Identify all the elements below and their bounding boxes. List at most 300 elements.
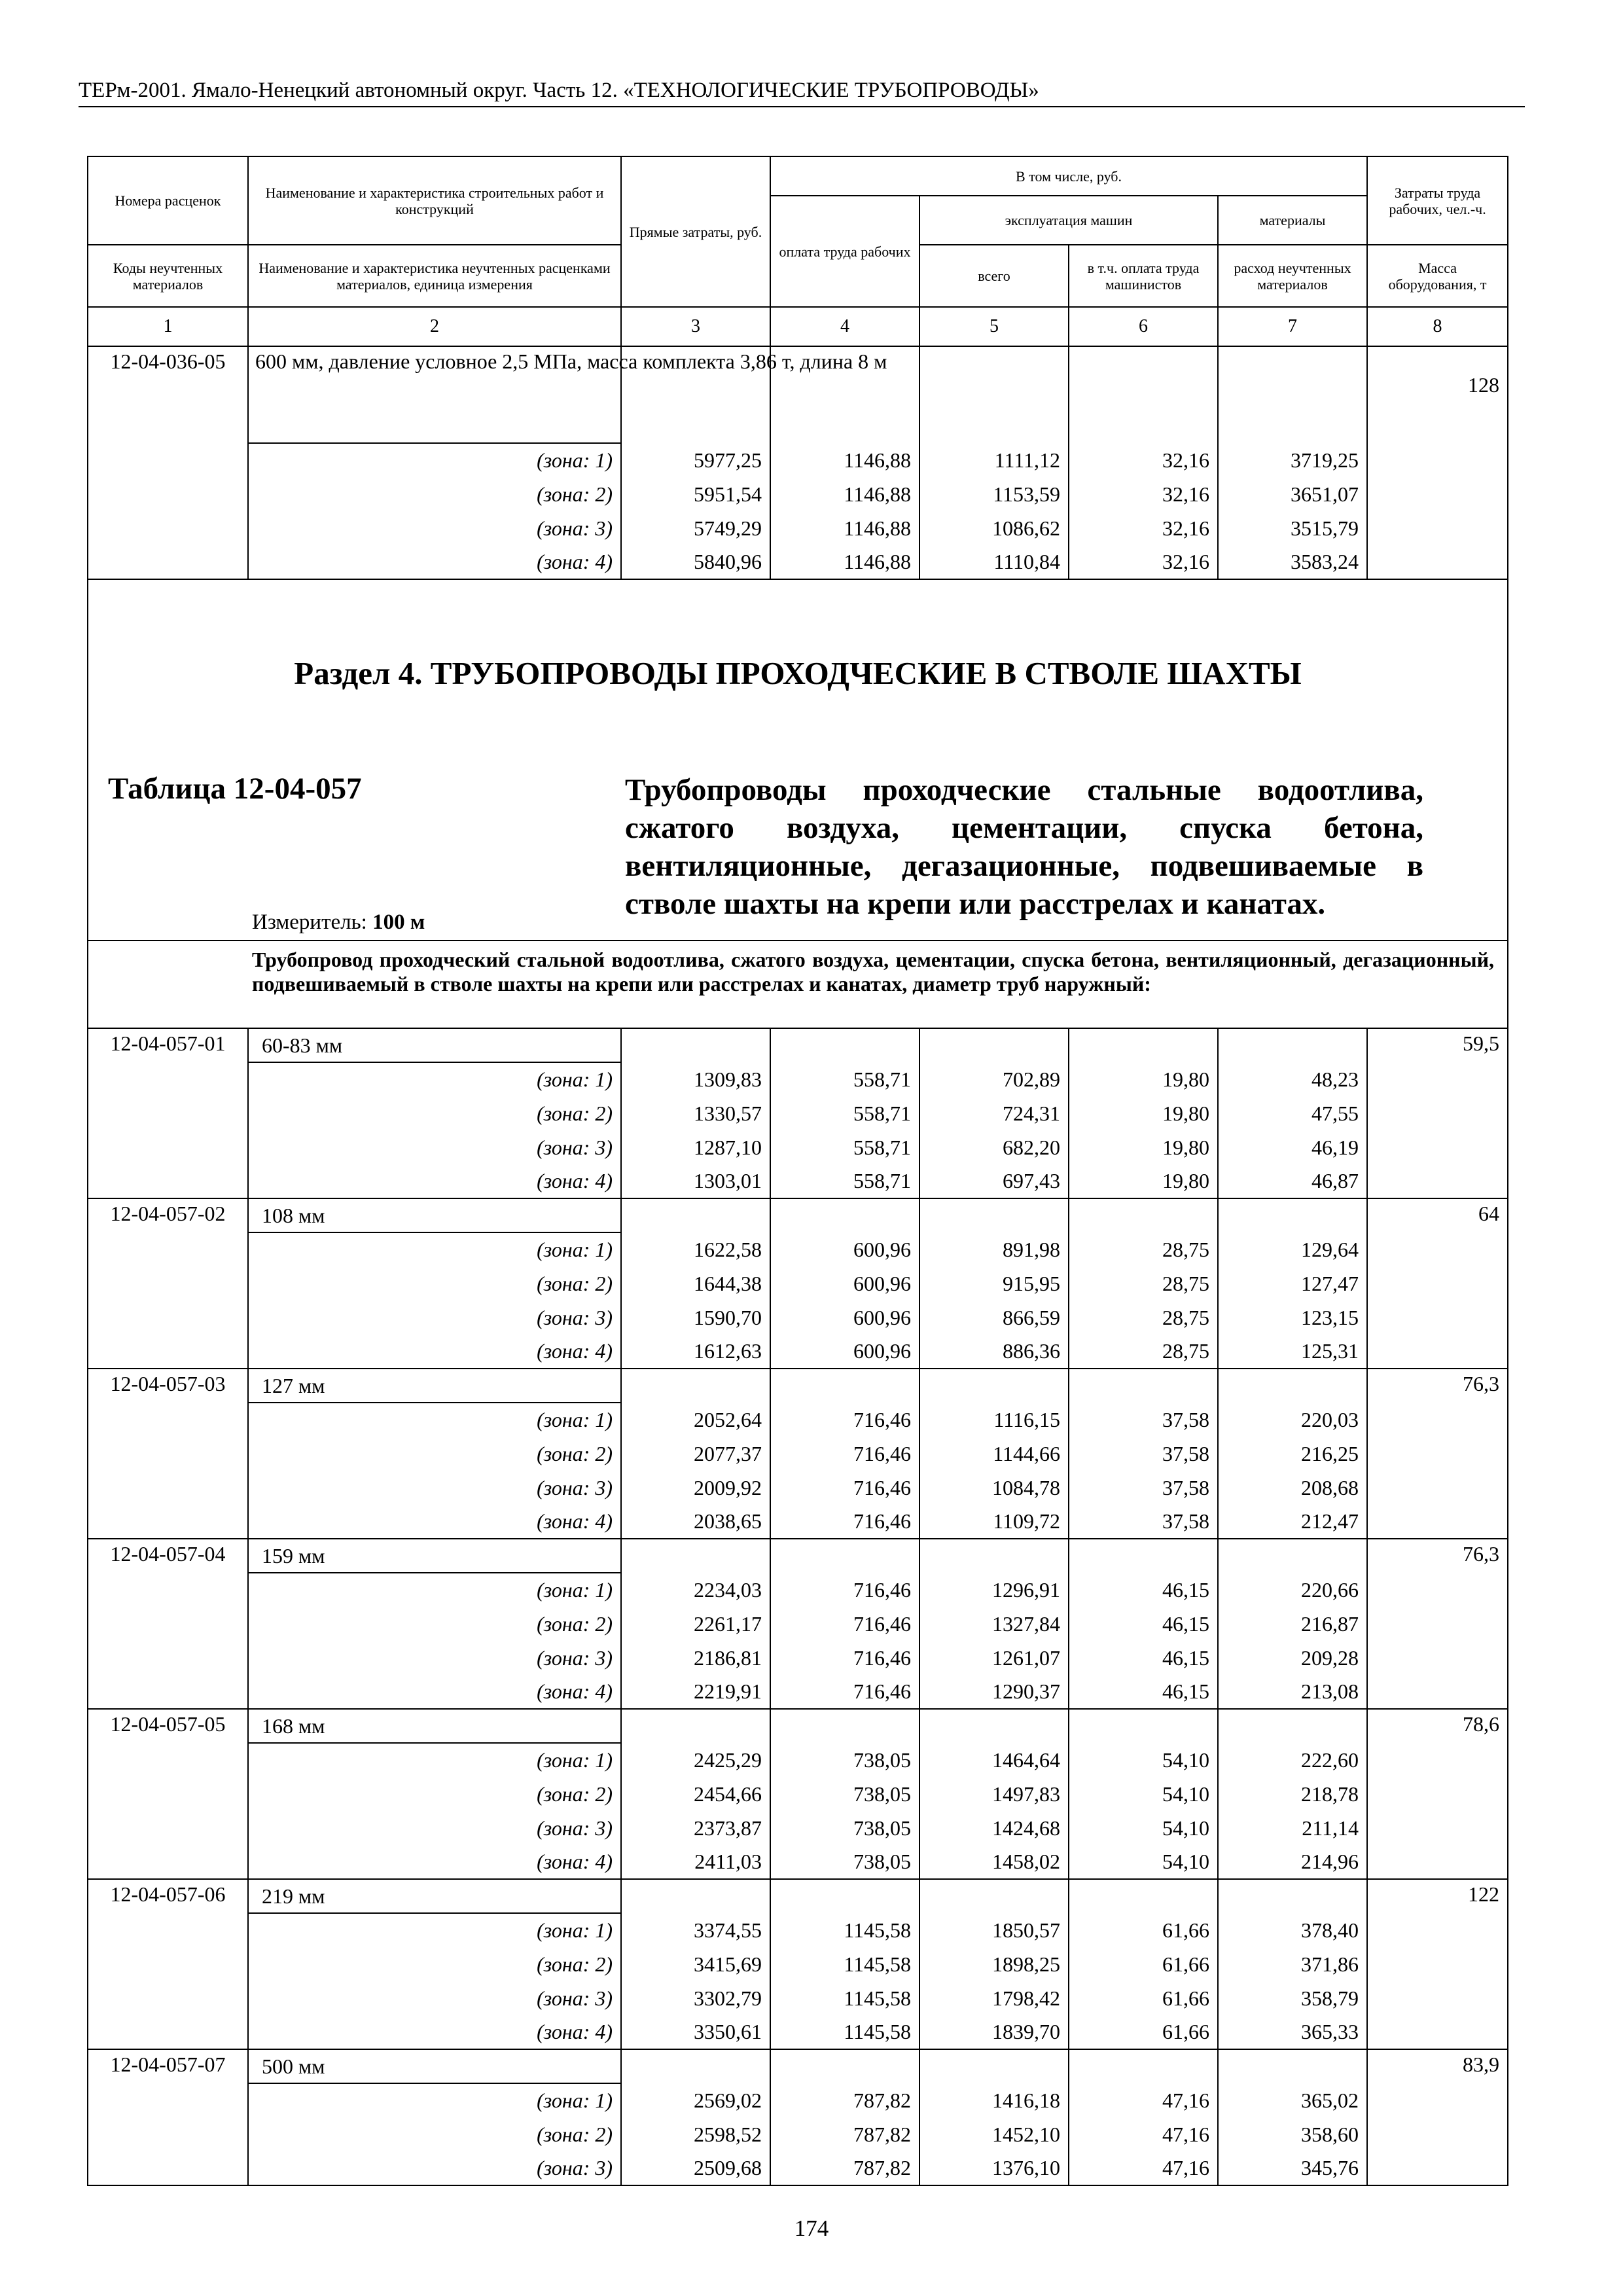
machine-cost: 1497,83 (919, 1777, 1069, 1811)
worker-wage: 1146,88 (770, 443, 919, 477)
machinist-wage: 19,80 (1069, 1164, 1218, 1198)
zone-label: (зона: 1) (248, 1573, 621, 1607)
direct-cost: 5977,25 (621, 443, 770, 477)
worker-wage: 1145,58 (770, 1913, 919, 1947)
col-number: 2 (248, 307, 621, 346)
empty-cell (621, 1539, 770, 1573)
head-col3: Прямые затраты, руб. (621, 156, 770, 307)
zone-row (88, 2015, 1508, 2049)
worker-wage: 600,96 (770, 1232, 919, 1266)
worker-wage: 716,46 (770, 1641, 919, 1675)
material-cost: 216,25 (1218, 1437, 1367, 1471)
rate-description: 60-83 мм (248, 1028, 621, 1062)
zone-label: (зона: 3) (248, 1811, 621, 1845)
table-row (88, 346, 1508, 443)
direct-cost: 5951,54 (621, 477, 770, 511)
direct-cost: 1303,01 (621, 1164, 770, 1198)
machinist-wage: 37,58 (1069, 1403, 1218, 1437)
machinist-wage: 19,80 (1069, 1062, 1218, 1096)
col-number: 8 (1367, 307, 1508, 346)
head-col6: в т.ч. оплата труда машинистов (1069, 245, 1218, 307)
empty-cell (1069, 1028, 1218, 1062)
empty-cell (1218, 1369, 1367, 1403)
material-cost: 3583,24 (1218, 545, 1367, 579)
material-cost: 220,66 (1218, 1573, 1367, 1607)
zone-label: (зона: 3) (248, 1130, 621, 1164)
worker-wage: 1146,88 (770, 477, 919, 511)
col-number: 4 (770, 307, 919, 346)
zone-label: (зона: 3) (248, 1641, 621, 1675)
head-materials: материалы (1218, 196, 1367, 245)
machine-cost: 1153,59 (919, 477, 1069, 511)
machine-cost: 1144,66 (919, 1437, 1069, 1471)
zone-row (88, 1403, 1508, 1437)
col-number: 1 (88, 307, 248, 346)
head-machines: эксплуатация машин (919, 196, 1218, 245)
machinist-wage: 32,16 (1069, 477, 1218, 511)
group-row (88, 941, 1508, 1028)
col-number: 6 (1069, 307, 1218, 346)
machine-cost: 724,31 (919, 1096, 1069, 1130)
zone-row (88, 1096, 1508, 1130)
rate-code: 12-04-057-01 (88, 1028, 248, 1198)
zone-label: (зона: 2) (248, 1947, 621, 1981)
machinist-wage: 32,16 (1069, 545, 1218, 579)
direct-cost: 2052,64 (621, 1403, 770, 1437)
table-description: Трубопроводы проходческие стальные водоотлива, сжатого воздуха, цементации, спуска бетона, вентиляционные, дегазационные, подвешиваемые в стволе шахты на крепи или расстрелах и канатах. (625, 773, 1423, 921)
worker-wage: 738,05 (770, 1743, 919, 1777)
worker-wage: 558,71 (770, 1062, 919, 1096)
empty-cell (1218, 1198, 1367, 1232)
zone-row (88, 1437, 1508, 1471)
direct-cost: 2454,66 (621, 1777, 770, 1811)
table-row (88, 1198, 1508, 1232)
rate-code: 12-04-057-06 (88, 1879, 248, 2049)
section-block (88, 579, 1508, 941)
section-row (88, 579, 1508, 941)
zone-label: (зона: 4) (248, 1335, 621, 1369)
machinist-wage: 28,75 (1069, 1300, 1218, 1335)
machinist-wage: 32,16 (1069, 511, 1218, 545)
empty-cell (770, 1709, 919, 1743)
machine-cost: 1116,15 (919, 1403, 1069, 1437)
worker-wage: 716,46 (770, 1403, 919, 1437)
empty-cell (1069, 1539, 1218, 1573)
material-cost: 123,15 (1218, 1300, 1367, 1335)
empty-cell (1218, 2049, 1367, 2083)
page-number: 174 (794, 2215, 829, 2241)
material-cost: 220,03 (1218, 1403, 1367, 1437)
worker-wage: 1145,58 (770, 1981, 919, 2015)
material-cost: 345,76 (1218, 2151, 1367, 2185)
zone-label: (зона: 4) (248, 2015, 621, 2049)
machine-cost: 1898,25 (919, 1947, 1069, 1981)
zone-row (88, 2117, 1508, 2151)
table-row (88, 1369, 1508, 1403)
zone-row (88, 1641, 1508, 1675)
zone-label: (зона: 4) (248, 1845, 621, 1879)
zone-label: (зона: 1) (248, 443, 621, 477)
group-description: Трубопровод проходческий стальной водоотлива, сжатого воздуха, цементации, спуска бетона, вентиляционный, дегазационный, подвешиваемый в стволе шахты на крепи или расстрелах и канатах, диаметр труб наружный: (88, 941, 1508, 1028)
machine-cost: 915,95 (919, 1266, 1069, 1300)
material-cost: 3515,79 (1218, 511, 1367, 545)
machine-cost: 1084,78 (919, 1471, 1069, 1505)
direct-cost: 2219,91 (621, 1675, 770, 1709)
zone-label: (зона: 4) (248, 1675, 621, 1709)
zone-row (88, 2083, 1508, 2117)
worker-wage: 600,96 (770, 1300, 919, 1335)
rate-code: 12-04-057-07 (88, 2049, 248, 2185)
empty-cell (770, 1879, 919, 1913)
direct-cost: 2411,03 (621, 1845, 770, 1879)
empty-cell (919, 1879, 1069, 1913)
zone-row (88, 1130, 1508, 1164)
head-col7: расход неучтенных материалов (1218, 245, 1367, 307)
machine-cost: 1290,37 (919, 1675, 1069, 1709)
worker-wage: 716,46 (770, 1437, 919, 1471)
empty-cell (919, 1198, 1069, 1232)
worker-wage: 787,82 (770, 2083, 919, 2117)
zone-row (88, 1947, 1508, 1981)
machine-cost: 1261,07 (919, 1641, 1069, 1675)
zone-label: (зона: 4) (248, 1164, 621, 1198)
empty-cell (1069, 1198, 1218, 1232)
direct-cost: 3350,61 (621, 2015, 770, 2049)
worker-wage: 716,46 (770, 1607, 919, 1641)
worker-wage: 787,82 (770, 2151, 919, 2185)
zone-label: (зона: 3) (248, 511, 621, 545)
material-cost: 127,47 (1218, 1266, 1367, 1300)
labor-cost: 128 (1367, 346, 1508, 579)
table-row (88, 1539, 1508, 1573)
direct-cost: 2509,68 (621, 2151, 770, 2185)
empty-cell (1218, 1709, 1367, 1743)
head-col2-bottom: Наименование и характеристика неучтенных расценками материалов, единица измерения (248, 245, 621, 307)
machinist-wage: 47,16 (1069, 2151, 1218, 2185)
zone-row (88, 1471, 1508, 1505)
worker-wage: 600,96 (770, 1335, 919, 1369)
zone-row (88, 1675, 1508, 1709)
zone-label: (зона: 1) (248, 1062, 621, 1096)
material-cost: 47,55 (1218, 1096, 1367, 1130)
zone-row (88, 443, 1508, 477)
machinist-wage: 37,58 (1069, 1471, 1218, 1505)
material-cost: 365,33 (1218, 2015, 1367, 2049)
zone-label: (зона: 2) (248, 1437, 621, 1471)
direct-cost: 1622,58 (621, 1232, 770, 1266)
machine-cost: 1327,84 (919, 1607, 1069, 1641)
zone-label: (зона: 4) (248, 1505, 621, 1539)
machine-cost: 1110,84 (919, 545, 1069, 579)
rate-description: 108 мм (248, 1198, 621, 1232)
zone-label: (зона: 1) (248, 1403, 621, 1437)
machinist-wage: 61,66 (1069, 1947, 1218, 1981)
labor-cost: 122 (1367, 1879, 1508, 2049)
machinist-wage: 37,58 (1069, 1505, 1218, 1539)
machine-cost: 1850,57 (919, 1913, 1069, 1947)
material-cost: 213,08 (1218, 1675, 1367, 1709)
worker-wage: 738,05 (770, 1845, 919, 1879)
rate-description: 168 мм (248, 1709, 621, 1743)
zone-row (88, 1913, 1508, 1947)
empty-cell (1218, 1028, 1367, 1062)
direct-cost: 2598,52 (621, 2117, 770, 2151)
material-cost: 378,40 (1218, 1913, 1367, 1947)
machine-cost: 1424,68 (919, 1811, 1069, 1845)
material-cost: 216,87 (1218, 1607, 1367, 1641)
measure-label: Измеритель: (252, 910, 367, 934)
material-cost: 211,14 (1218, 1811, 1367, 1845)
rate-code: 12-04-057-05 (88, 1709, 248, 1879)
empty-cell (770, 1539, 919, 1573)
machinist-wage: 19,80 (1069, 1130, 1218, 1164)
zone-label: (зона: 2) (248, 1266, 621, 1300)
direct-cost: 3415,69 (621, 1947, 770, 1981)
zone-label: (зона: 2) (248, 1777, 621, 1811)
empty-cell (770, 1198, 919, 1232)
zone-label: (зона: 2) (248, 2117, 621, 2151)
zone-row (88, 477, 1508, 511)
head-col1-top: Номера расценок (88, 156, 248, 245)
rate-description: 500 мм (248, 2049, 621, 2083)
machine-cost: 1296,91 (919, 1573, 1069, 1607)
machine-cost: 866,59 (919, 1300, 1069, 1335)
material-cost: 358,79 (1218, 1981, 1367, 2015)
material-cost: 214,96 (1218, 1845, 1367, 1879)
direct-cost: 5840,96 (621, 545, 770, 579)
measure-unit (252, 910, 425, 935)
empty-cell (919, 1369, 1069, 1403)
material-cost: 3719,25 (1218, 443, 1367, 477)
zone-label: (зона: 1) (248, 1913, 621, 1947)
zone-label: (зона: 3) (248, 1981, 621, 2015)
zone-label: (зона: 1) (248, 2083, 621, 2117)
zone-row (88, 1232, 1508, 1266)
material-cost: 212,47 (1218, 1505, 1367, 1539)
machinist-wage: 47,16 (1069, 2117, 1218, 2151)
empty-cell (1069, 1369, 1218, 1403)
machine-cost: 891,98 (919, 1232, 1069, 1266)
zone-row (88, 1607, 1508, 1641)
empty-cell (919, 346, 1069, 443)
worker-wage: 1146,88 (770, 545, 919, 579)
material-cost: 46,19 (1218, 1130, 1367, 1164)
table-row (88, 1709, 1508, 1743)
zone-label: (зона: 1) (248, 1743, 621, 1777)
labor-cost: 76,3 (1367, 1369, 1508, 1539)
direct-cost: 2261,17 (621, 1607, 770, 1641)
zone-row (88, 1164, 1508, 1198)
empty-cell (770, 1028, 919, 1062)
empty-cell (919, 1709, 1069, 1743)
empty-cell (1218, 346, 1367, 443)
material-cost: 209,28 (1218, 1641, 1367, 1675)
rate-code: 12-04-036-05 (88, 346, 248, 579)
empty-cell (1069, 2049, 1218, 2083)
empty-cell (1069, 1709, 1218, 1743)
empty-cell (919, 1028, 1069, 1062)
worker-wage: 716,46 (770, 1471, 919, 1505)
direct-cost: 1590,70 (621, 1300, 770, 1335)
zone-row (88, 1777, 1508, 1811)
zone-label: (зона: 1) (248, 1232, 621, 1266)
zone-row (88, 2151, 1508, 2185)
page-header: ТЕРм-2001. Ямало-Ненецкий автономный округ. Часть 12. «ТЕХНОЛОГИЧЕСКИЕ ТРУБОПРОВОДЫ» (79, 77, 1525, 107)
labor-cost: 78,6 (1367, 1709, 1508, 1879)
zone-row (88, 1335, 1508, 1369)
machinist-wage: 46,15 (1069, 1641, 1218, 1675)
direct-cost: 1287,10 (621, 1130, 770, 1164)
head-col2-top: Наименование и характеристика строительных работ и конструкций (248, 156, 621, 245)
head-col5: всего (919, 245, 1069, 307)
zone-row (88, 1300, 1508, 1335)
worker-wage: 558,71 (770, 1164, 919, 1198)
zone-row (88, 1062, 1508, 1096)
material-cost: 218,78 (1218, 1777, 1367, 1811)
empty-cell (1218, 1879, 1367, 1913)
worker-wage: 716,46 (770, 1573, 919, 1607)
machine-cost: 697,43 (919, 1164, 1069, 1198)
material-cost: 222,60 (1218, 1743, 1367, 1777)
machinist-wage: 28,75 (1069, 1232, 1218, 1266)
machine-cost: 1086,62 (919, 511, 1069, 545)
direct-cost: 1309,83 (621, 1062, 770, 1096)
labor-cost: 83,9 (1367, 2049, 1508, 2185)
material-cost: 208,68 (1218, 1471, 1367, 1505)
machinist-wage: 28,75 (1069, 1266, 1218, 1300)
machinist-wage: 46,15 (1069, 1607, 1218, 1641)
machinist-wage: 61,66 (1069, 1981, 1218, 2015)
rate-description: 219 мм (248, 1879, 621, 1913)
machinist-wage: 54,10 (1069, 1743, 1218, 1777)
direct-cost: 1644,38 (621, 1266, 770, 1300)
machinist-wage: 61,66 (1069, 2015, 1218, 2049)
head-col8-bottom: Масса оборудования, т (1367, 245, 1508, 307)
labor-cost: 64 (1367, 1198, 1508, 1369)
empty-cell (621, 1369, 770, 1403)
direct-cost: 2009,92 (621, 1471, 770, 1505)
zone-label: (зона: 3) (248, 2151, 621, 2185)
machine-cost: 1464,64 (919, 1743, 1069, 1777)
machinist-wage: 46,15 (1069, 1573, 1218, 1607)
head-col4: оплата труда рабочих (770, 196, 919, 307)
machine-cost: 682,20 (919, 1130, 1069, 1164)
empty-cell (1069, 1879, 1218, 1913)
material-cost: 3651,07 (1218, 477, 1367, 511)
rate-description: 600 мм, давление условное 2,5 МПа, масса комплекта 3,86 т, длина 8 м (248, 346, 621, 443)
machine-cost: 886,36 (919, 1335, 1069, 1369)
material-cost: 129,64 (1218, 1232, 1367, 1266)
worker-wage: 1145,58 (770, 2015, 919, 2049)
worker-wage: 600,96 (770, 1266, 919, 1300)
machine-cost: 1458,02 (919, 1845, 1069, 1879)
worker-wage: 1146,88 (770, 511, 919, 545)
empty-cell (1218, 1539, 1367, 1573)
empty-cell (621, 1709, 770, 1743)
machinist-wage: 54,10 (1069, 1777, 1218, 1811)
machine-cost: 1111,12 (919, 443, 1069, 477)
worker-wage: 716,46 (770, 1675, 919, 1709)
machinist-wage: 54,10 (1069, 1845, 1218, 1879)
machine-cost: 1416,18 (919, 2083, 1069, 2117)
direct-cost: 1612,63 (621, 1335, 770, 1369)
table-row (88, 1028, 1508, 1062)
machinist-wage: 32,16 (1069, 443, 1218, 477)
empty-cell (919, 2049, 1069, 2083)
material-cost: 48,23 (1218, 1062, 1367, 1096)
machinist-wage: 28,75 (1069, 1335, 1218, 1369)
head-col8-top: Затраты труда рабочих, чел.-ч. (1367, 156, 1508, 245)
empty-cell (621, 1198, 770, 1232)
machine-cost: 1798,42 (919, 1981, 1069, 2015)
zone-row (88, 1743, 1508, 1777)
zone-label: (зона: 3) (248, 1300, 621, 1335)
material-cost: 358,60 (1218, 2117, 1367, 2151)
head-incl: В том числе, руб. (770, 156, 1367, 196)
worker-wage: 558,71 (770, 1130, 919, 1164)
table-label: Таблица 12-04-057 (108, 772, 362, 806)
zone-row (88, 1845, 1508, 1879)
rate-code: 12-04-057-04 (88, 1539, 248, 1709)
zone-row (88, 545, 1508, 579)
machinist-wage: 54,10 (1069, 1811, 1218, 1845)
worker-wage: 738,05 (770, 1777, 919, 1811)
machinist-wage: 19,80 (1069, 1096, 1218, 1130)
direct-cost: 2038,65 (621, 1505, 770, 1539)
direct-cost: 2425,29 (621, 1743, 770, 1777)
section-title: Раздел 4. ТРУБОПРОВОДЫ ПРОХОДЧЕСКИЕ В СТВОЛЕ ШАХТЫ (294, 655, 1302, 691)
worker-wage: 787,82 (770, 2117, 919, 2151)
empty-cell (621, 1028, 770, 1062)
direct-cost: 5749,29 (621, 511, 770, 545)
head-col1-bottom: Коды неучтенных материалов (88, 245, 248, 307)
labor-cost: 76,3 (1367, 1539, 1508, 1709)
measure-value: 100 м (372, 910, 425, 934)
empty-cell (1069, 346, 1218, 443)
empty-cell (621, 1879, 770, 1913)
zone-label: (зона: 4) (248, 545, 621, 579)
labor-cost: 59,5 (1367, 1028, 1508, 1198)
zone-label: (зона: 3) (248, 1471, 621, 1505)
direct-cost: 3374,55 (621, 1913, 770, 1947)
material-cost: 371,86 (1218, 1947, 1367, 1981)
table-row (88, 1879, 1508, 1913)
machinist-wage: 61,66 (1069, 1913, 1218, 1947)
rate-description: 159 мм (248, 1539, 621, 1573)
empty-cell (919, 1539, 1069, 1573)
machinist-wage: 47,16 (1069, 2083, 1218, 2117)
col-number: 5 (919, 307, 1069, 346)
machine-cost: 1376,10 (919, 2151, 1069, 2185)
machine-cost: 1452,10 (919, 2117, 1069, 2151)
zone-row (88, 1811, 1508, 1845)
zone-row (88, 1981, 1508, 2015)
col-number: 7 (1218, 307, 1367, 346)
rate-code: 12-04-057-03 (88, 1369, 248, 1539)
material-cost: 46,87 (1218, 1164, 1367, 1198)
direct-cost: 2373,87 (621, 1811, 770, 1845)
machine-cost: 1839,70 (919, 2015, 1069, 2049)
machine-cost: 702,89 (919, 1062, 1069, 1096)
worker-wage: 1145,58 (770, 1947, 919, 1981)
empty-cell (770, 2049, 919, 2083)
rates-table (87, 156, 1508, 2186)
zone-row (88, 1573, 1508, 1607)
rate-description: 127 мм (248, 1369, 621, 1403)
col-number: 3 (621, 307, 770, 346)
machinist-wage: 37,58 (1069, 1437, 1218, 1471)
zone-row (88, 1266, 1508, 1300)
